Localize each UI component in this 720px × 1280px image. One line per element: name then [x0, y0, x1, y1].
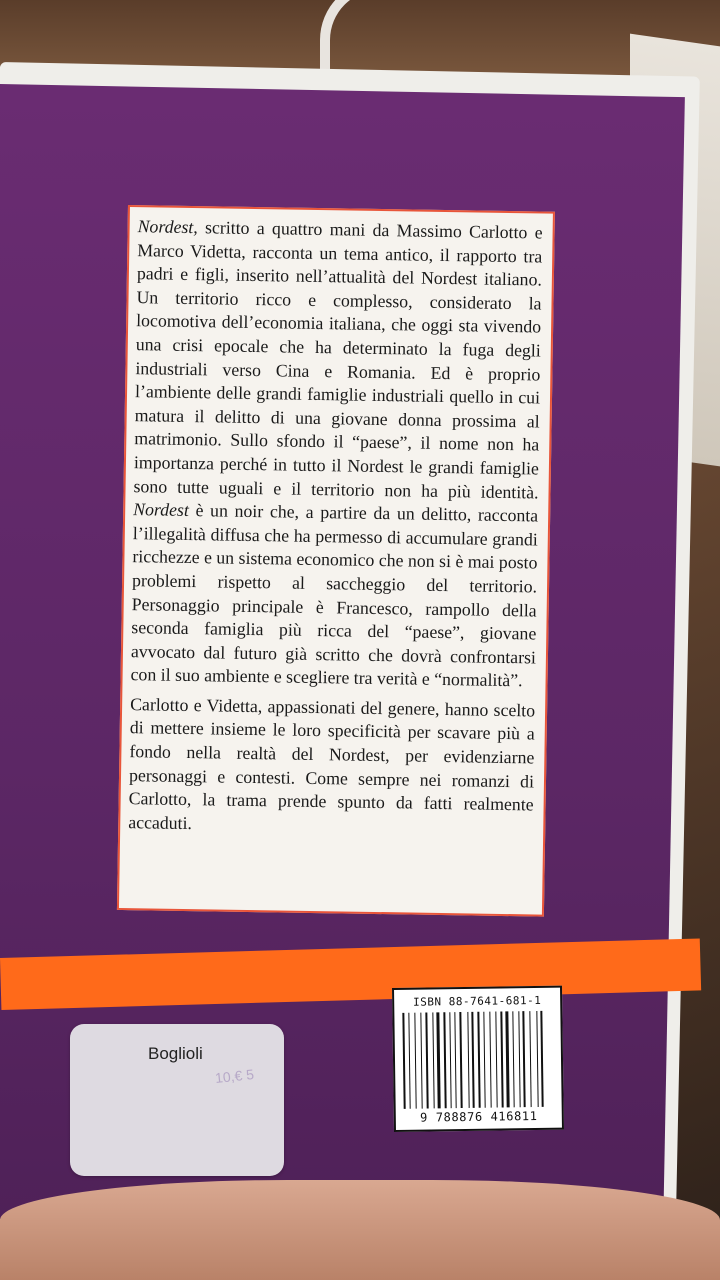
blurb-box: [117, 205, 555, 917]
barcode-bars: [402, 1011, 553, 1109]
hand: [0, 1180, 720, 1280]
barcode-bar: [497, 1012, 499, 1108]
barcode-bar: [544, 1011, 546, 1107]
barcode-bar: [410, 1013, 413, 1109]
barcode-bar: [522, 1011, 525, 1107]
barcode-bar: [505, 1011, 509, 1107]
barcode-bar: [489, 1012, 491, 1108]
barcode-bar: [402, 1013, 405, 1109]
barcode-bar: [462, 1012, 466, 1108]
barcode-bar: [540, 1011, 543, 1107]
blurb-text-a: scritto a quattro mani da Massimo Carlotto e Marco Videtta, racconta un tema antico, il rapporto tra padri e figli, inserito nell’attualità del Nordest italiano. Un territorio ricco e complesso, considerato la locomotiva dell’economia italiana, che oggi sta vivendo una crisi epocale che ha determinato la fuga degli industriali verso Cina e Romania. Ed è proprio l’ambiente delle grandi famiglie industriali quello in cui matura il delitto di una giovane donna prossima al matrimonio. Sullo sfondo il “paese”, il nome non ha importanza perché in tutto il Nordest le grandi famiglie sono tutte uguali e il territorio non ha più identità.: [133, 217, 543, 503]
barcode-bar: [436, 1012, 440, 1108]
blurb-paragraph-2: Carlotto e Videtta, appassionati del genere, hanno scelto di mettere insieme le loro specificità per scavare più a fondo nella realtà del Nordest, per evidenziarne personaggi e contesti. Come sempre nei romanzi di Carlotto, la trama prende spunto da fatti realmente accaduti.: [128, 693, 536, 833]
barcode-bar: [428, 1012, 431, 1108]
sticker-price: 10,€ 5: [214, 1066, 255, 1086]
blurb-text-b: è un noir che, a partire da un delitto, racconta l’illegalità diffusa che ha permesso di accumulare grandi ricchezze e un sistema economico che non si è mai posto problemi rispetto al saccheggio del territorio. Personaggio principale è Francesco, rampollo della seconda famiglia più ricca del “paese”, giovane avvocato dal futuro già scritto che dovrà confrontarsi con il suo ambiente e scegliere tra verità e “normalità”.: [130, 500, 539, 691]
barcode-bar: [454, 1012, 456, 1108]
ean-number: 9 788876 416811: [420, 1108, 538, 1125]
barcode-bar: [531, 1011, 535, 1107]
blurb-paragraph-1: [130, 215, 542, 693]
store-name: Boglioli: [148, 1044, 203, 1063]
barcode-bar: [480, 1012, 482, 1108]
barcode-label: [392, 986, 564, 1132]
blurb-title: Nordest,: [137, 216, 198, 238]
blurb-title-2: Nordest: [133, 499, 190, 521]
barcode-bar: [446, 1012, 448, 1108]
barcode-bar: [514, 1011, 517, 1107]
price-sticker: [70, 1024, 284, 1176]
barcode-bar: [420, 1013, 422, 1109]
barcode-bar: [471, 1012, 474, 1108]
isbn-number: ISBN 88-7641-681-1: [413, 993, 542, 1009]
